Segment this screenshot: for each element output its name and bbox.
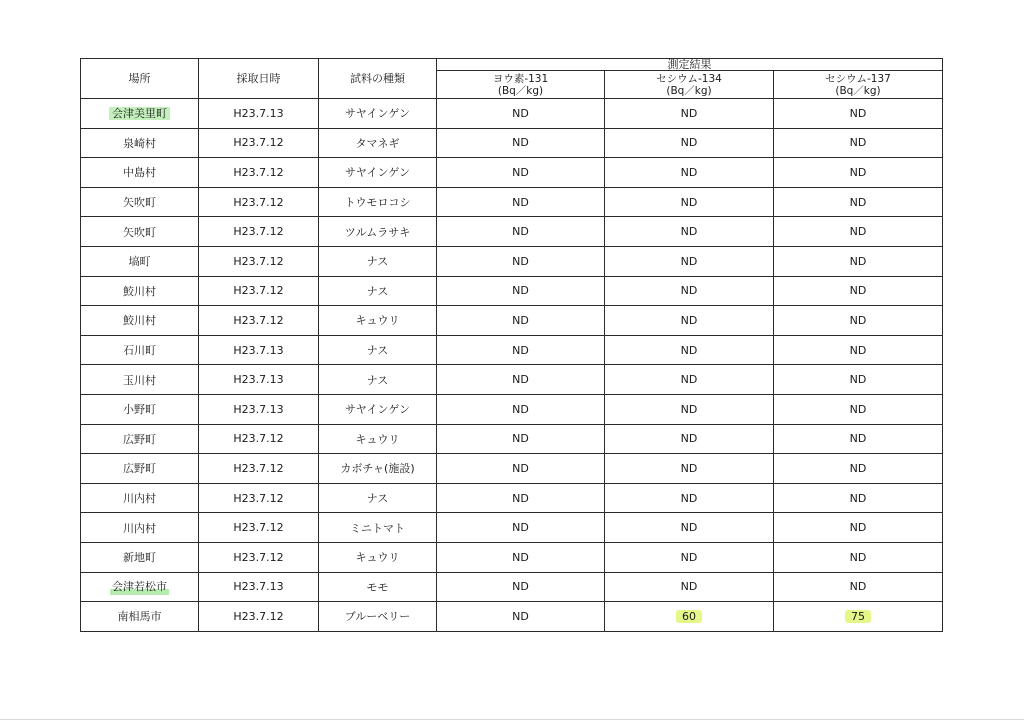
cell-sample: サヤインゲン (319, 158, 437, 188)
cell-cs134: ND (605, 335, 774, 365)
cell-cs137: ND (774, 276, 943, 306)
cell-location (81, 572, 199, 602)
cell-sample: ミニトマト (319, 513, 437, 543)
cell-i131: ND (437, 99, 605, 129)
table-row (81, 335, 943, 365)
cell-sample: タマネギ (319, 128, 437, 158)
cell-cs134: ND (605, 394, 774, 424)
cell-i131: ND (437, 513, 605, 543)
cell-cs137: ND (774, 187, 943, 217)
cell-location: 中島村 (81, 158, 199, 188)
header-cesium-137 (774, 71, 943, 99)
cell-cs134: ND (605, 276, 774, 306)
header-cesium-134 (605, 71, 774, 99)
cell-cs137: ND (774, 335, 943, 365)
cell-cs134: ND (605, 246, 774, 276)
cell-location: 矢吹町 (81, 217, 199, 247)
header-results-group: 測定結果 (437, 59, 943, 71)
table-row (81, 454, 943, 484)
cell-location: 南相馬市 (81, 602, 199, 632)
cell-date: H23.7.12 (199, 542, 319, 572)
highlighted-value: 75 (845, 610, 871, 623)
cell-sample: モモ (319, 572, 437, 602)
cell-sample: キュウリ (319, 542, 437, 572)
nuclide-unit: (Bq／kg) (497, 84, 544, 97)
cell-cs137: ND (774, 572, 943, 602)
cell-date: H23.7.13 (199, 572, 319, 602)
cell-date: H23.7.12 (199, 483, 319, 513)
cell-location: 川内村 (81, 513, 199, 543)
cell-cs137: ND (774, 542, 943, 572)
cell-date: H23.7.12 (199, 158, 319, 188)
cell-cs137: ND (774, 365, 943, 395)
cell-cs137: ND (774, 306, 943, 336)
cell-sample: ナス (319, 276, 437, 306)
cell-cs137: ND (774, 246, 943, 276)
cell-sample: ブルーベリー (319, 602, 437, 632)
cell-date: H23.7.13 (199, 335, 319, 365)
header-location: 場所 (81, 59, 199, 99)
cell-sample: キュウリ (319, 424, 437, 454)
table-row (81, 306, 943, 336)
table-row (81, 99, 943, 129)
header-sampling-date: 採取日時 (199, 59, 319, 99)
nuclide-unit: (Bq／kg) (835, 84, 881, 97)
cell-date: H23.7.12 (199, 424, 319, 454)
cell-sample: カボチャ(施設) (319, 454, 437, 484)
cell-location: 矢吹町 (81, 187, 199, 217)
highlighted-location: 会津美里町 (109, 107, 170, 120)
cell-location (81, 99, 199, 129)
cell-date: H23.7.13 (199, 394, 319, 424)
cell-cs134: ND (605, 424, 774, 454)
table-row (81, 424, 943, 454)
cell-date: H23.7.12 (199, 513, 319, 543)
nuclide-name: セシウム-134 (656, 72, 722, 85)
cell-cs137: ND (774, 217, 943, 247)
cell-i131: ND (437, 365, 605, 395)
cell-cs134: ND (605, 99, 774, 129)
cell-i131: ND (437, 306, 605, 336)
cell-i131: ND (437, 158, 605, 188)
cell-date: H23.7.13 (199, 99, 319, 129)
cell-i131: ND (437, 276, 605, 306)
cell-cs137: ND (774, 513, 943, 543)
table-row (81, 542, 943, 572)
cell-i131: ND (437, 483, 605, 513)
highlighted-value: 60 (676, 610, 702, 623)
cell-sample: トウモロコシ (319, 187, 437, 217)
header-sample-type: 試料の種類 (319, 59, 437, 99)
cell-i131: ND (437, 217, 605, 247)
page-bottom-edge (0, 719, 1024, 720)
nuclide-name: ヨウ素-131 (492, 72, 549, 85)
cell-sample: ナス (319, 246, 437, 276)
cell-date: H23.7.12 (199, 454, 319, 484)
table-row (81, 394, 943, 424)
cell-i131: ND (437, 424, 605, 454)
cell-cs137: ND (774, 99, 943, 129)
table-row (81, 187, 943, 217)
cell-location: 鮫川村 (81, 306, 199, 336)
table-row (81, 128, 943, 158)
cell-cs137: ND (774, 158, 943, 188)
cell-cs134: ND (605, 187, 774, 217)
table-row (81, 158, 943, 188)
underlined-location: 会津若松市 (112, 580, 167, 594)
cell-i131: ND (437, 335, 605, 365)
cell-i131: ND (437, 454, 605, 484)
table-row (81, 602, 943, 632)
cell-location: 鮫川村 (81, 276, 199, 306)
cell-i131: ND (437, 602, 605, 632)
cell-i131: ND (437, 542, 605, 572)
table-row (81, 365, 943, 395)
cell-cs137: ND (774, 424, 943, 454)
cell-cs134: ND (605, 365, 774, 395)
cell-date: H23.7.12 (199, 306, 319, 336)
cell-cs134: ND (605, 217, 774, 247)
cell-cs134: ND (605, 513, 774, 543)
cell-cs134: ND (605, 454, 774, 484)
cell-i131: ND (437, 394, 605, 424)
cell-location: 石川町 (81, 335, 199, 365)
cell-location: 新地町 (81, 542, 199, 572)
cell-location: 玉川村 (81, 365, 199, 395)
table-row (81, 217, 943, 247)
nuclide-name: セシウム-137 (825, 72, 891, 85)
cell-location: 塙町 (81, 246, 199, 276)
table-row (81, 483, 943, 513)
nuclide-unit: (Bq／kg) (666, 84, 712, 97)
header-iodine-131 (437, 71, 605, 99)
measurement-results-table (80, 58, 943, 632)
cell-cs134: ND (605, 158, 774, 188)
cell-cs134 (605, 602, 774, 632)
cell-location: 広野町 (81, 424, 199, 454)
cell-i131: ND (437, 187, 605, 217)
cell-date: H23.7.12 (199, 276, 319, 306)
cell-cs134: ND (605, 572, 774, 602)
cell-location: 小野町 (81, 394, 199, 424)
cell-cs134: ND (605, 128, 774, 158)
cell-sample: ツルムラサキ (319, 217, 437, 247)
cell-cs137 (774, 602, 943, 632)
cell-date: H23.7.12 (199, 246, 319, 276)
cell-date: H23.7.12 (199, 217, 319, 247)
table-row (81, 572, 943, 602)
cell-cs137: ND (774, 128, 943, 158)
cell-date: H23.7.12 (199, 128, 319, 158)
table-row (81, 246, 943, 276)
cell-cs137: ND (774, 454, 943, 484)
cell-i131: ND (437, 246, 605, 276)
cell-location: 川内村 (81, 483, 199, 513)
table-row (81, 513, 943, 543)
cell-sample: サヤインゲン (319, 99, 437, 129)
cell-date: H23.7.13 (199, 365, 319, 395)
cell-cs134: ND (605, 483, 774, 513)
cell-sample: ナス (319, 483, 437, 513)
cell-sample: サヤインゲン (319, 394, 437, 424)
cell-cs137: ND (774, 483, 943, 513)
cell-i131: ND (437, 128, 605, 158)
cell-date: H23.7.12 (199, 602, 319, 632)
cell-cs134: ND (605, 306, 774, 336)
cell-sample: キュウリ (319, 306, 437, 336)
cell-location: 広野町 (81, 454, 199, 484)
cell-sample: ナス (319, 365, 437, 395)
table-row (81, 276, 943, 306)
cell-cs134: ND (605, 542, 774, 572)
cell-i131: ND (437, 572, 605, 602)
cell-date: H23.7.12 (199, 187, 319, 217)
header-row (81, 59, 943, 71)
cell-location: 泉崎村 (81, 128, 199, 158)
cell-sample: ナス (319, 335, 437, 365)
cell-cs137: ND (774, 394, 943, 424)
